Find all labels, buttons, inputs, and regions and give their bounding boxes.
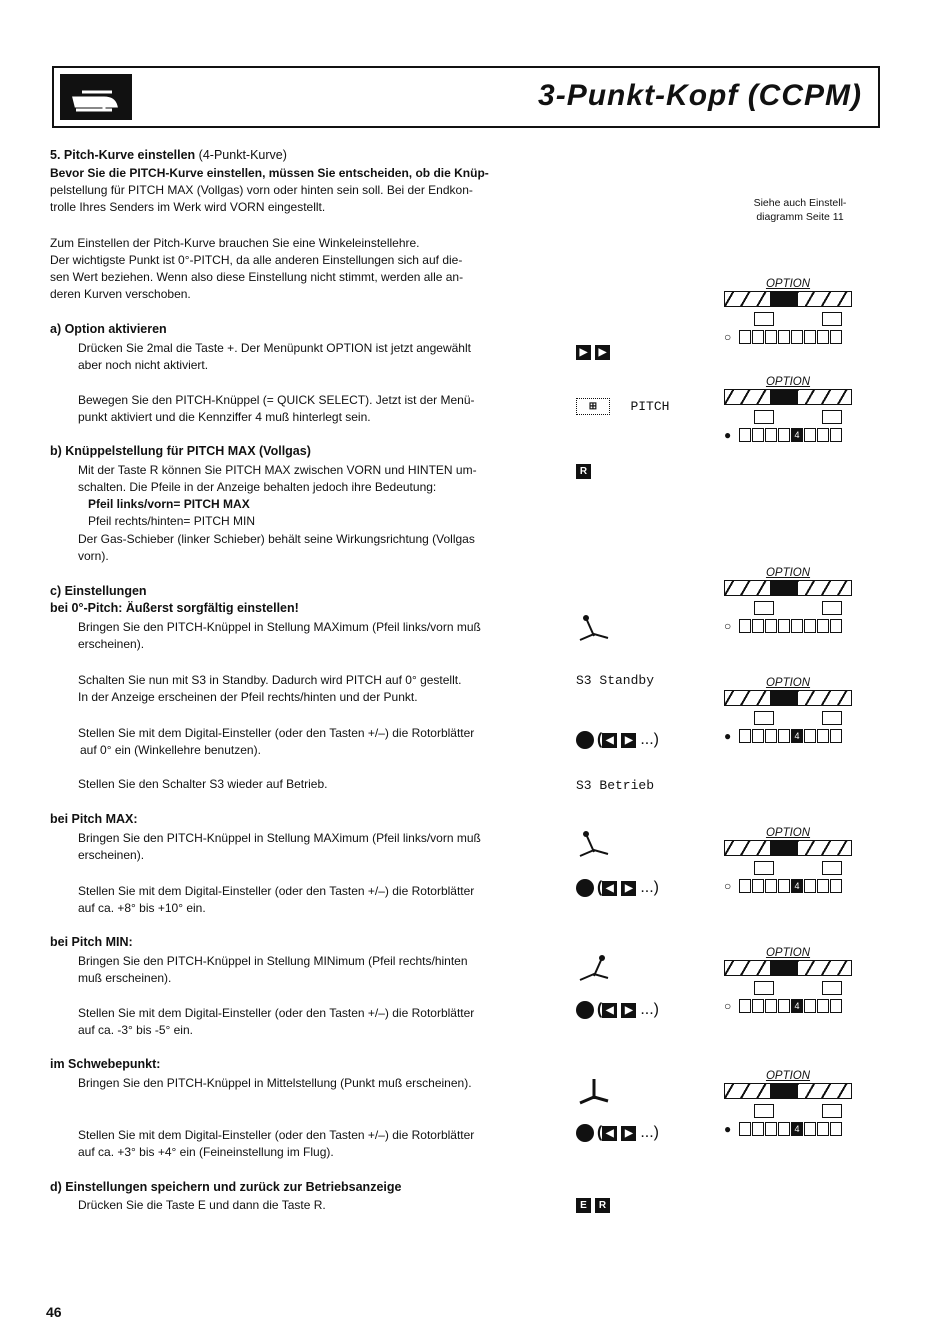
lcd-cell (778, 428, 790, 442)
lcd-cell: 4 (791, 879, 803, 893)
step-text: Stellen Sie mit dem Digital-Einsteller (oder den Tasten +/–) die Rotorblätter (78, 1128, 475, 1142)
step-c-heading: c) Einstellungen (50, 584, 147, 598)
lcd-cell (778, 879, 790, 893)
stick-max-icon (576, 828, 612, 862)
step-a-heading: a) Option aktivieren (50, 322, 167, 336)
pitch-stick-indicator (576, 398, 670, 416)
side-note-line: diagramm Seite 11 (756, 211, 844, 223)
stick-max-icon (576, 612, 612, 646)
lcd-cell (804, 330, 816, 344)
step-text: Pfeil links/vorn= PITCH MAX (88, 497, 250, 511)
step-text: auf ca. +8° bis +10° ein. (78, 901, 206, 915)
lcd-display (724, 376, 852, 442)
lcd-cell (830, 1122, 842, 1136)
page-title: 3-Punkt-Kopf (CCPM) (538, 79, 862, 112)
step-text: Drücken Sie 2mal die Taste +. Der Menüpunkt OPTION ist jetzt angewählt (78, 341, 471, 355)
lcd-bar-graph (724, 291, 852, 307)
lcd-cell (765, 330, 777, 344)
dot-indicator-icon: ● (724, 1122, 732, 1136)
step-text: Bringen Sie den PITCH-Knüppel in Stellung MINimum (Pfeil rechts/hinten (78, 954, 468, 968)
step-text: Pfeil rechts/hinten= PITCH MIN (88, 514, 256, 528)
circle-indicator-icon: ○ (724, 619, 732, 633)
step-text: Bringen Sie den PITCH-Knüppel in Stellung MAXimum (Pfeil links/vorn muß (78, 620, 481, 634)
lcd-cell (830, 428, 842, 442)
lcd-cell (778, 729, 790, 743)
lcd-cell (778, 619, 790, 633)
step-text: Bringen Sie den PITCH-Knüppel in Stellung MAXimum (Pfeil links/vorn muß (78, 831, 481, 845)
lcd-cell (739, 619, 751, 633)
dial-paren: ( (597, 731, 603, 749)
helicopter-icon (60, 74, 132, 120)
dial-tail: ...) (640, 731, 659, 749)
dial-icon (576, 1124, 594, 1142)
lcd-label: OPTION (765, 677, 811, 689)
minus-key-icon: ◀ (602, 881, 617, 896)
plus-key-icon: ▶ (621, 733, 636, 748)
lcd-box (754, 861, 774, 875)
lcd-cell (791, 330, 803, 344)
lcd-cell (817, 619, 829, 633)
lcd-cell (765, 1122, 777, 1136)
lcd-box (754, 410, 774, 424)
plus-key-icon: ▶ (621, 1126, 636, 1141)
dial-paren: ( (597, 879, 603, 897)
lcd-display (724, 947, 852, 1013)
step-text: vorn). (78, 549, 109, 563)
intro-line: Bevor Sie die PITCH-Kurve einstellen, müssen Sie entscheiden, ob die Knüp- (50, 166, 489, 180)
sub-heading: im Schwebepunkt: (50, 1057, 161, 1071)
step-text: Stellen Sie den Schalter S3 wieder auf Betrieb. (78, 777, 328, 791)
intro-line: sen Wert beziehen. Wenn also diese Einstellung nicht stimmt, werden alle an- (50, 270, 464, 284)
lcd-cell (778, 999, 790, 1013)
dial-icon (576, 1001, 594, 1019)
plus-keys (576, 344, 614, 362)
dial-tail: ...) (640, 1001, 659, 1019)
side-note (740, 196, 860, 224)
lcd-box (822, 711, 842, 725)
lcd-cell (830, 619, 842, 633)
circle-indicator-icon: ○ (724, 879, 732, 893)
digital-adjuster-row (576, 879, 659, 897)
lcd-box (754, 601, 774, 615)
intro-line: trolle Ihres Senders im Werk wird VORN eingestellt. (50, 200, 326, 214)
step-text: auf ca. -3° bis -5° ein. (78, 1023, 193, 1037)
lcd-cell (791, 619, 803, 633)
lcd-cell (752, 999, 764, 1013)
stick-min-icon (576, 952, 612, 986)
lcd-bar-graph (724, 1083, 852, 1099)
plus-key-icon: ▶ (595, 345, 610, 360)
step-text: Schalten Sie nun mit S3 in Standby. Dadurch wird PITCH auf 0° gestellt. (78, 673, 462, 687)
dial-icon (576, 731, 594, 749)
step-text: Bringen Sie den PITCH-Knüppel in Mittelstellung (Punkt muß erscheinen). (78, 1076, 472, 1090)
lcd-cell (739, 879, 751, 893)
step-text: Der Gas-Schieber (linker Schieber) behält seine Wirkungsrichtung (Vollgas (78, 532, 475, 546)
lcd-label: OPTION (765, 278, 811, 290)
step-text: Stellen Sie mit dem Digital-Einsteller (oder den Tasten +/–) die Rotorblätter (78, 726, 475, 740)
sub-heading: bei 0°-Pitch: Äußerst sorgfältig einstellen! (50, 601, 299, 615)
step-b-heading: b) Knüppelstellung für PITCH MAX (Vollgas) (50, 444, 311, 458)
step-text: Stellen Sie mit dem Digital-Einsteller (oder den Tasten +/–) die Rotorblätter (78, 884, 475, 898)
lcd-label: OPTION (765, 567, 811, 579)
lcd-cell: 4 (791, 428, 803, 442)
lcd-display (724, 567, 852, 633)
lcd-cell (739, 999, 751, 1013)
dial-tail: ...) (640, 1124, 659, 1142)
lcd-cell (804, 428, 816, 442)
r-key: R (595, 1198, 610, 1213)
lcd-box (754, 1104, 774, 1118)
lcd-cell: 4 (791, 729, 803, 743)
lcd-cell (817, 879, 829, 893)
s3-betrieb-label: S3 Betrieb (576, 778, 655, 793)
intro-line: deren Kurven verschoben. (50, 287, 191, 301)
circle-indicator-icon: ○ (724, 330, 732, 344)
step-text: aber noch nicht aktiviert. (78, 358, 209, 372)
sub-heading: bei Pitch MIN: (50, 935, 133, 949)
step-text: auf ca. +3° bis +4° ein (Feineinstellung im Flug). (78, 1145, 334, 1159)
lcd-cell (804, 729, 816, 743)
section-heading-suffix: (4-Punkt-Kurve) (198, 148, 287, 162)
step-text: erscheinen). (78, 637, 145, 651)
lcd-cell (765, 999, 777, 1013)
step-text: punkt aktiviert und die Kennziffer 4 muß hinterlegt sein. (78, 410, 371, 424)
lcd-display (724, 1070, 852, 1136)
lcd-cell (739, 330, 751, 344)
lcd-display (724, 827, 852, 893)
lcd-cell (752, 428, 764, 442)
lcd-label: OPTION (765, 376, 811, 388)
e-key: E (576, 1198, 591, 1213)
lcd-display (724, 278, 852, 344)
lcd-cell (817, 1122, 829, 1136)
lcd-cell (804, 999, 816, 1013)
step-text: Mit der Taste R können Sie PITCH MAX zwischen VORN und HINTEN um- (78, 463, 477, 477)
r-key: R (576, 464, 591, 479)
minus-key-icon: ◀ (602, 1003, 617, 1018)
lcd-box (822, 601, 842, 615)
page-number: 46 (46, 1304, 62, 1320)
lcd-label: OPTION (765, 947, 811, 959)
section-heading-text: 5. Pitch-Kurve einstellen (50, 148, 196, 162)
lcd-bar-graph (724, 690, 852, 706)
intro-line: pelstellung für PITCH MAX (Vollgas) vorn oder hinten sein soll. Bei der Endkon- (50, 183, 473, 197)
plus-key-icon: ▶ (621, 1003, 636, 1018)
lcd-cell (739, 1122, 751, 1136)
lcd-cell (739, 428, 751, 442)
lcd-box (822, 1104, 842, 1118)
lcd-bar-graph (724, 389, 852, 405)
lcd-cell (778, 1122, 790, 1136)
stick-icon: ⊞ (576, 398, 610, 415)
lcd-cell (778, 330, 790, 344)
lcd-box (754, 711, 774, 725)
lcd-cell (752, 330, 764, 344)
lcd-cell (752, 729, 764, 743)
digital-adjuster-row (576, 731, 659, 749)
step-text: erscheinen). (78, 848, 145, 862)
dial-icon (576, 879, 594, 897)
plus-key-icon: ▶ (621, 881, 636, 896)
lcd-display (724, 677, 852, 743)
intro-line: Zum Einstellen der Pitch-Kurve brauchen Sie eine Winkeleinstellehre. (50, 236, 420, 250)
digital-adjuster-row (576, 1001, 659, 1019)
lcd-cell (830, 330, 842, 344)
step-text: auf 0° ein (Winkellehre benutzen). (80, 743, 261, 757)
circle-indicator-icon: ○ (724, 999, 732, 1013)
digital-adjuster-row (576, 1124, 659, 1142)
lcd-cell (830, 729, 842, 743)
step-text: Stellen Sie mit dem Digital-Einsteller (oder den Tasten +/–) die Rotorblätter (78, 1006, 475, 1020)
lcd-box (754, 981, 774, 995)
lcd-bar-graph (724, 840, 852, 856)
lcd-box (822, 861, 842, 875)
lcd-cell: 4 (791, 999, 803, 1013)
step-text: Bewegen Sie den PITCH-Knüppel (= QUICK SELECT). Jetzt ist der Menü- (78, 393, 475, 407)
lcd-cell (752, 619, 764, 633)
dial-tail: ...) (640, 879, 659, 897)
side-note-line: Siehe auch Einstell- (753, 197, 847, 209)
lcd-cell (830, 999, 842, 1013)
lcd-cell (765, 619, 777, 633)
lcd-cell (765, 729, 777, 743)
dial-paren: ( (597, 1001, 603, 1019)
step-text: muß erscheinen). (78, 971, 172, 985)
lcd-cell (739, 729, 751, 743)
lcd-cell: 4 (791, 1122, 803, 1136)
plus-key-icon: ▶ (576, 345, 591, 360)
s3-standby-label: S3 Standby (576, 673, 655, 688)
lcd-cell (817, 729, 829, 743)
lcd-cell (817, 999, 829, 1013)
sub-heading: bei Pitch MAX: (50, 812, 138, 826)
intro-line: Der wichtigste Punkt ist 0°-PITCH, da alle anderen Einstellungen sich auf die- (50, 253, 463, 267)
lcd-cell (804, 619, 816, 633)
dot-indicator-icon: ● (724, 729, 732, 743)
minus-key-icon: ◀ (602, 1126, 617, 1141)
lcd-cell (804, 879, 816, 893)
lcd-cell (817, 428, 829, 442)
lcd-label: OPTION (765, 1070, 811, 1082)
step-text: schalten. Die Pfeile in der Anzeige behalten jedoch ihre Bedeutung: (78, 480, 437, 494)
lcd-cell (752, 1122, 764, 1136)
step-text: Drücken Sie die Taste E und dann die Taste R. (78, 1198, 326, 1212)
lcd-box (754, 312, 774, 326)
step-d-heading: d) Einstellungen speichern und zurück zur Betriebsanzeige (50, 1180, 402, 1194)
lcd-label: OPTION (765, 827, 811, 839)
step-text: In der Anzeige erscheinen der Pfeil rechts/hinten und der Punkt. (78, 690, 418, 704)
lcd-bar-graph (724, 960, 852, 976)
section-heading (50, 148, 287, 162)
lcd-cell (817, 330, 829, 344)
lcd-cell (830, 879, 842, 893)
dot-indicator-icon: ● (724, 428, 732, 442)
pitch-label: PITCH (630, 399, 670, 414)
lcd-bar-graph (724, 580, 852, 596)
lcd-cell (752, 879, 764, 893)
lcd-cell (765, 879, 777, 893)
dial-paren: ( (597, 1124, 603, 1142)
lcd-box (822, 981, 842, 995)
stick-center-icon (576, 1075, 612, 1109)
lcd-box (822, 410, 842, 424)
minus-key-icon: ◀ (602, 733, 617, 748)
lcd-cell (765, 428, 777, 442)
lcd-box (822, 312, 842, 326)
lcd-cell (804, 1122, 816, 1136)
